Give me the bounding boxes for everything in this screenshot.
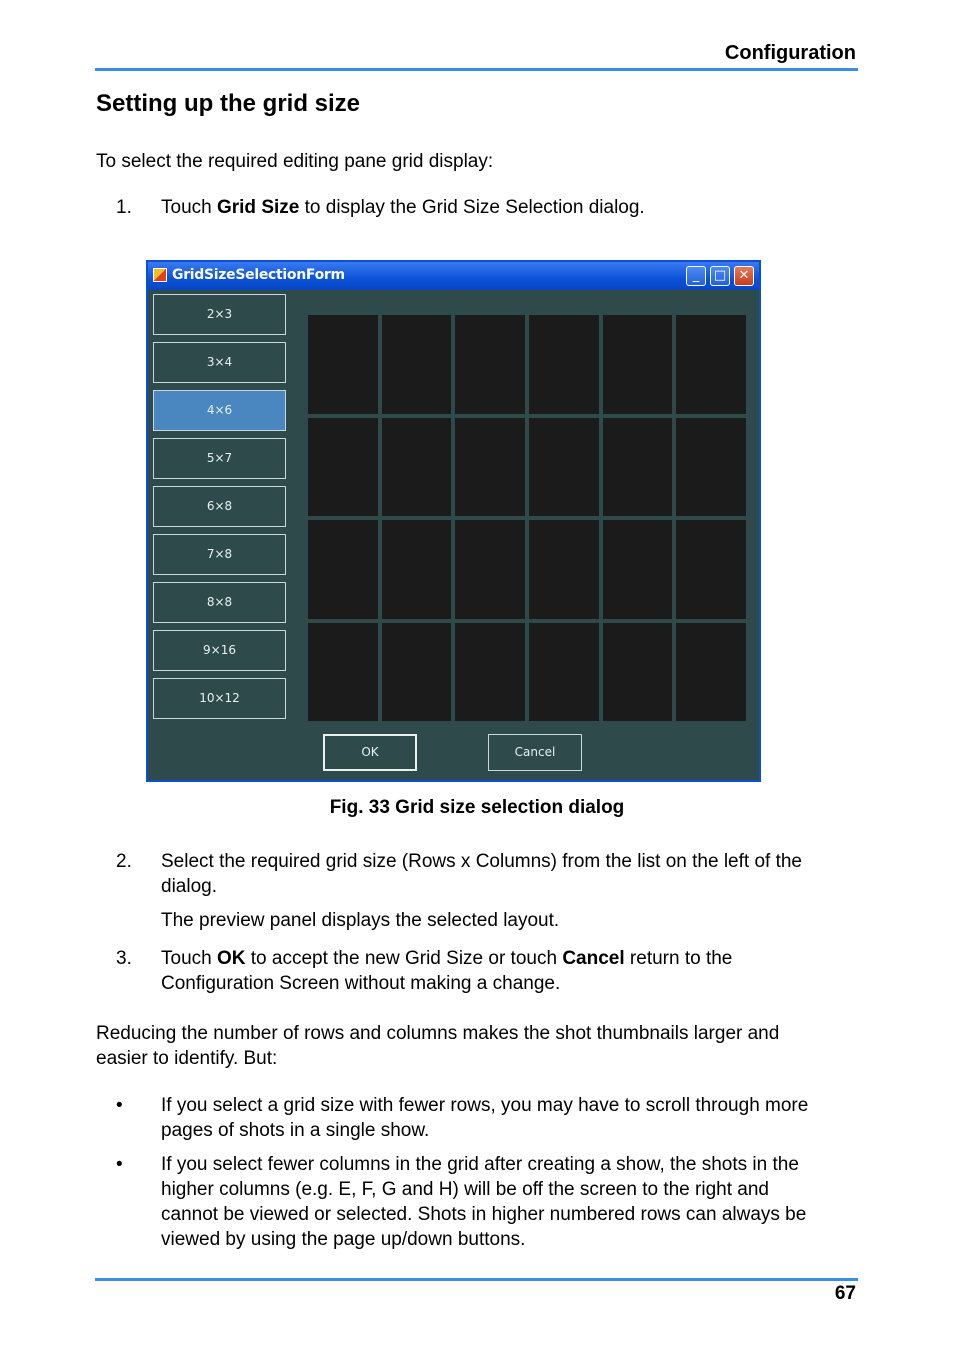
step2-note: The preview panel displays the selected layout. — [161, 910, 560, 931]
grid-preview-panel — [308, 315, 746, 721]
preview-cell — [382, 623, 452, 722]
bullet-mark: • — [116, 1154, 123, 1175]
paragraph-reducing: Reducing the number of rows and columns makes the shot thumbnails larger and easier to identify. But: — [96, 1023, 780, 1069]
step3-text: Touch OK to accept the new Grid Size or touch Cancel return to the Configuration Screen without making a change. — [161, 948, 733, 994]
bullet-mark: • — [116, 1095, 123, 1116]
maximize-icon[interactable]: □ — [710, 266, 730, 286]
preview-cell — [455, 315, 525, 414]
close-icon[interactable]: ✕ — [734, 266, 754, 286]
figure-caption: Fig. 33 Grid size selection dialog — [329, 797, 625, 818]
grid-size-dialog — [146, 260, 761, 782]
preview-cell — [603, 315, 673, 414]
dialog-titlebar — [148, 262, 759, 290]
preview-cell — [308, 315, 378, 414]
preview-cell — [529, 520, 599, 619]
preview-cell — [382, 520, 452, 619]
bullet-item-2: If you select fewer columns in the grid after creating a show, the shots in the higher columns (e.g. E, F, G and H) will be off the screen to the right and cannot be viewed or selected. Shots in higher numbered rows can always be viewed by using the page up/down buttons. — [161, 1154, 807, 1250]
intro-text: To select the required editing pane grid display: — [96, 151, 494, 172]
grid-option-button[interactable]: 9×16 — [153, 630, 286, 671]
dialog-title: GridSizeSelectionForm — [172, 267, 345, 283]
step2-number: 2. — [116, 851, 132, 872]
grid-option-button[interactable]: 6×8 — [153, 486, 286, 527]
preview-cell — [529, 315, 599, 414]
preview-cell — [676, 418, 746, 517]
cancel-button[interactable]: Cancel — [488, 734, 582, 771]
grid-option-button[interactable]: 2×3 — [153, 294, 286, 335]
step2-text: Select the required grid size (Rows x Columns) from the list on the left of the dialog. — [161, 851, 802, 897]
minimize-icon[interactable]: _ — [686, 266, 706, 286]
preview-cell — [455, 418, 525, 517]
preview-cell — [382, 315, 452, 414]
preview-cell — [455, 520, 525, 619]
preview-cell — [529, 418, 599, 517]
ok-button[interactable]: OK — [323, 734, 417, 771]
step1-number: 1. — [116, 197, 132, 218]
preview-cell — [529, 623, 599, 722]
grid-option-button[interactable]: 10×12 — [153, 678, 286, 719]
preview-cell — [603, 623, 673, 722]
page-heading: Setting up the grid size — [96, 90, 361, 117]
preview-cell — [308, 418, 378, 517]
preview-cell — [676, 315, 746, 414]
preview-cell — [308, 520, 378, 619]
header-rule — [95, 68, 858, 71]
preview-cell — [603, 520, 673, 619]
grid-option-button[interactable]: 8×8 — [153, 582, 286, 623]
preview-cell — [676, 520, 746, 619]
bullet-item-1: If you select a grid size with fewer rows, you may have to scroll through more pages of shots in a single show. — [161, 1095, 809, 1141]
step1-text: Touch Grid Size to display the Grid Size Selection dialog. — [161, 197, 645, 218]
footer-rule — [95, 1278, 858, 1281]
preview-cell — [455, 623, 525, 722]
section-header: Configuration — [724, 42, 856, 64]
page-number: 67 — [834, 1283, 856, 1304]
preview-cell — [676, 623, 746, 722]
grid-option-button[interactable]: 3×4 — [153, 342, 286, 383]
preview-cell — [382, 418, 452, 517]
grid-option-button-selected[interactable]: 4×6 — [153, 390, 286, 431]
step1-bold: Grid Size — [216, 197, 300, 218]
preview-cell — [603, 418, 673, 517]
app-icon — [153, 268, 167, 282]
preview-cell — [308, 623, 378, 722]
grid-option-button[interactable]: 7×8 — [153, 534, 286, 575]
grid-option-button[interactable]: 5×7 — [153, 438, 286, 479]
step3-number: 3. — [116, 948, 132, 969]
